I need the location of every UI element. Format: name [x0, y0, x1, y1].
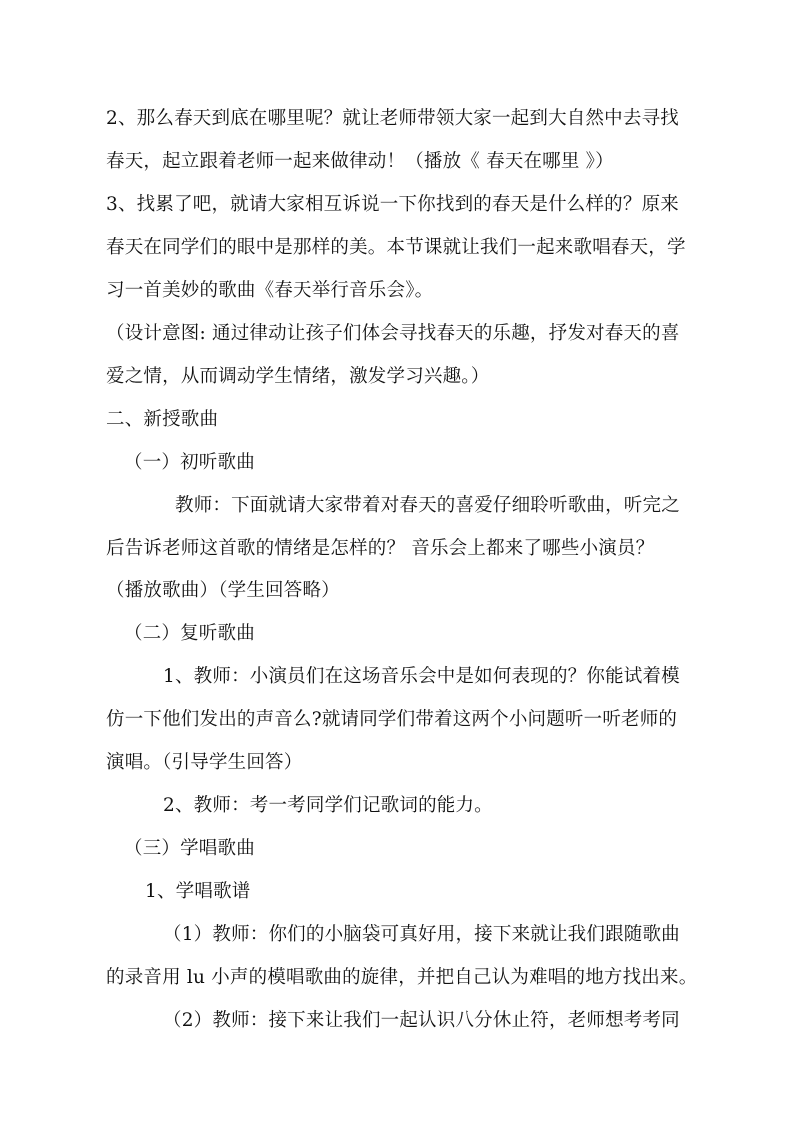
text-line-3: 3、找累了吧，就请大家相互诉说一下你找到的春天是什么样的？原来: [106, 194, 679, 215]
text-line-19: 1、学唱歌谱: [145, 881, 251, 902]
text-line-10: 教师：下面就请大家带着对春天的喜爱仔细聆听歌曲，听完之: [175, 495, 680, 516]
text-line-12: （播放歌曲）（学生回答略）: [106, 580, 340, 601]
text-line-2: 春天，起立跟着老师一起来做律动！（播放《 春天在哪里 》）: [106, 151, 614, 172]
text-line-22: （2）教师：接下来让我们一起认识八分休止符，老师想考考同: [163, 1010, 680, 1031]
text-line-5: 习一首美妙的歌曲《春天举行音乐会》。: [106, 280, 434, 301]
text-line-1: 2、那么春天到底在哪里呢？就让老师带领大家一起到大自然中去寻找: [106, 108, 679, 129]
subsection-heading-1: （一）初听歌曲: [124, 452, 255, 473]
text-line-16: 演唱。（引导学生回答）: [106, 752, 303, 773]
text-line-11: 后告诉老师这首歌的情绪是怎样的？ 音乐会上都来了哪些小演员？: [106, 538, 655, 559]
subsection-heading-2: （二）复听歌曲: [124, 623, 255, 644]
text-line-20: （1）教师：你们的小脑袋可真好用，接下来就让我们跟随歌曲: [163, 924, 680, 945]
text-line-4: 春天在同学们的眼中是那样的美。本节课就让我们一起来歌唱春天，学: [106, 237, 686, 258]
text-line-17: 2、教师：考一考同学们记歌词的能力。: [163, 795, 493, 816]
text-line-7: 爱之情，从而调动学生情绪，激发学习兴趣。）: [106, 366, 490, 387]
text-line-14: 1、教师：小演员们在这场音乐会中是如何表现的？你能试着模: [163, 666, 680, 687]
text-line-21: 的录音用 lu 小声的模唱歌曲的旋律，并把自己认为难唱的地方找出来。: [106, 967, 698, 988]
section-heading: 二、新授歌曲: [106, 409, 219, 430]
subsection-heading-3: （三）学唱歌曲: [124, 838, 255, 859]
text-line-6: （设计意图: 通过律动让孩子们体会寻找春天的乐趣，抒发对春天的喜: [106, 323, 680, 344]
text-line-15: 仿一下他们发出的声音么?就请同学们带着这两个小问题听一听老师的: [106, 709, 678, 730]
